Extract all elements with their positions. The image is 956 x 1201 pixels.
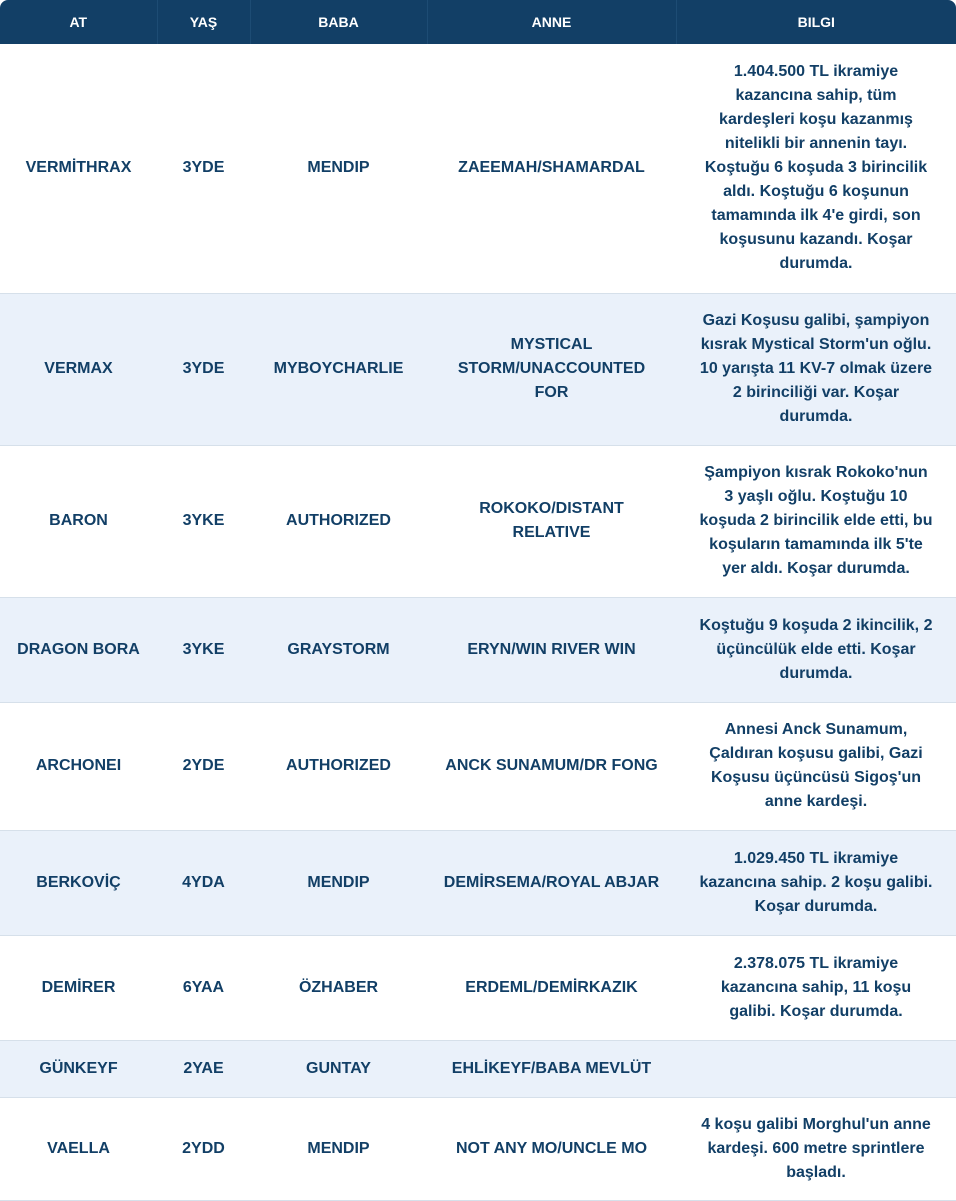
cell-baba: GRAYSTORM xyxy=(250,597,427,702)
table-body xyxy=(0,44,956,1200)
table-row xyxy=(0,702,956,830)
cell-bilgi: 4 koşu galibi Morghul'un anne kardeşi. 600 metre sprintlere başladı. xyxy=(676,1097,956,1200)
cell-yas: 3YDE xyxy=(157,44,250,293)
cell-bilgi: Şampiyon kısrak Rokoko'nun 3 yaşlı oğlu. Koştuğu 10 koşuda 2 birincilik elde etti, bu koşuların tamamında ilk 5'te yer aldı. Koşar durumda. xyxy=(676,445,956,597)
header-yas: YAŞ xyxy=(157,0,250,44)
cell-bilgi: 1.404.500 TL ikramiye kazancına sahip, tüm kardeşleri koşu kazanmış nitelikli bir annenin tayı. Koştuğu 6 koşuda 3 birincilik aldı. Koştuğu 6 koşunun tamamında ilk 4'e girdi, son koşusunu kazandı. Koşar durumda. xyxy=(676,44,956,293)
cell-at: DEMİRER xyxy=(0,935,157,1040)
cell-bilgi xyxy=(676,1040,956,1097)
cell-yas: 3YKE xyxy=(157,445,250,597)
cell-at: ARCHONEI xyxy=(0,702,157,830)
cell-bilgi: Gazi Koşusu galibi, şampiyon kısrak Mystical Storm'un oğlu. 10 yarışta 11 KV-7 olmak üzere 2 birinciliği var. Koşar durumda. xyxy=(676,293,956,445)
cell-anne: ANCK SUNAMUM/DR FONG xyxy=(427,702,676,830)
header-anne: ANNE xyxy=(427,0,676,44)
cell-baba: MENDIP xyxy=(250,44,427,293)
cell-anne: EHLİKEYF/BABA MEVLÜT xyxy=(427,1040,676,1097)
cell-anne: ZAEEMAH/SHAMARDAL xyxy=(427,44,676,293)
cell-at: VERMİTHRAX xyxy=(0,44,157,293)
cell-anne: ERDEML/DEMİRKAZIK xyxy=(427,935,676,1040)
cell-yas: 3YKE xyxy=(157,597,250,702)
cell-anne: MYSTICAL STORM/UNACCOUNTED FOR xyxy=(427,293,676,445)
table-row xyxy=(0,293,956,445)
cell-baba: AUTHORIZED xyxy=(250,445,427,597)
cell-yas: 6YAA xyxy=(157,935,250,1040)
table-row xyxy=(0,445,956,597)
cell-yas: 2YDD xyxy=(157,1097,250,1200)
cell-at: BERKOVİÇ xyxy=(0,830,157,935)
cell-at: VAELLA xyxy=(0,1097,157,1200)
cell-bilgi: Koştuğu 9 koşuda 2 ikincilik, 2 üçüncülük elde etti. Koşar durumda. xyxy=(676,597,956,702)
table-row xyxy=(0,44,956,293)
cell-at: VERMAX xyxy=(0,293,157,445)
header-baba: BABA xyxy=(250,0,427,44)
cell-bilgi: 2.378.075 TL ikramiye kazancına sahip, 11 koşu galibi. Koşar durumda. xyxy=(676,935,956,1040)
cell-yas: 4YDA xyxy=(157,830,250,935)
cell-anne: NOT ANY MO/UNCLE MO xyxy=(427,1097,676,1200)
table-row xyxy=(0,830,956,935)
cell-baba: MENDIP xyxy=(250,1097,427,1200)
table-header xyxy=(0,0,956,44)
table-row xyxy=(0,1097,956,1200)
header-bilgi: BILGI xyxy=(676,0,956,44)
cell-yas: 2YDE xyxy=(157,702,250,830)
cell-at: DRAGON BORA xyxy=(0,597,157,702)
cell-yas: 3YDE xyxy=(157,293,250,445)
cell-yas: 2YAE xyxy=(157,1040,250,1097)
header-at: AT xyxy=(0,0,157,44)
cell-bilgi: 1.029.450 TL ikramiye kazancına sahip. 2 koşu galibi. Koşar durumda. xyxy=(676,830,956,935)
cell-baba: ÖZHABER xyxy=(250,935,427,1040)
cell-at: GÜNKEYF xyxy=(0,1040,157,1097)
table-row xyxy=(0,935,956,1040)
cell-baba: GUNTAY xyxy=(250,1040,427,1097)
table-row xyxy=(0,1040,956,1097)
cell-baba: MENDIP xyxy=(250,830,427,935)
cell-baba: AUTHORIZED xyxy=(250,702,427,830)
cell-anne: ERYN/WIN RIVER WIN xyxy=(427,597,676,702)
cell-baba: MYBOYCHARLIE xyxy=(250,293,427,445)
cell-at: BARON xyxy=(0,445,157,597)
cell-anne: ROKOKO/DISTANT RELATIVE xyxy=(427,445,676,597)
cell-anne: DEMİRSEMA/ROYAL ABJAR xyxy=(427,830,676,935)
table-row xyxy=(0,597,956,702)
header-row xyxy=(0,0,956,44)
cell-bilgi: Annesi Anck Sunamum, Çaldıran koşusu galibi, Gazi Koşusu üçüncüsü Sigoş'un anne kardeşi. xyxy=(676,702,956,830)
